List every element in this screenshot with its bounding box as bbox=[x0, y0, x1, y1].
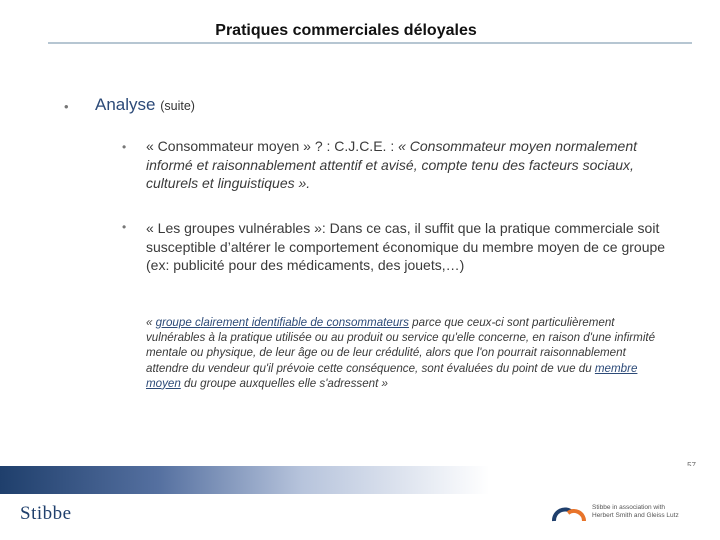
slide-title: Pratiques commerciales déloyales bbox=[215, 22, 477, 39]
partner-logo-icon bbox=[551, 505, 587, 523]
consumer-definition-paragraph bbox=[146, 137, 666, 193]
title-divider bbox=[48, 42, 692, 44]
main-bullet: • bbox=[64, 99, 69, 114]
sub-bullet-1: • bbox=[122, 140, 127, 154]
footer-gradient-band bbox=[0, 466, 720, 494]
vulnerable-groups-paragraph: « Les groupes vulnérables »: Dans ce cas, il suffit que la pratique commerciale soit susceptible d’altérer le comportement économique du membre moyen de ce groupe (ex: publicité pour des médicaments, des jouets,…) bbox=[146, 220, 666, 273]
consumer-definition-lead: « Consommateur moyen » ? : C.J.C.E. : bbox=[146, 138, 399, 154]
partner-line-2: Herbert Smith and Gleiss Lutz bbox=[592, 512, 679, 519]
heading-suffix: (suite) bbox=[160, 99, 195, 113]
heading-text: Analyse bbox=[95, 95, 156, 114]
quote-text-2: du groupe auxquelles elle s'adressent » bbox=[180, 376, 388, 390]
legal-quote-block bbox=[146, 315, 666, 391]
sub-bullet-2: • bbox=[122, 220, 127, 234]
partner-text bbox=[592, 504, 679, 520]
quote-open: « bbox=[146, 316, 156, 329]
quote-underlined-group: groupe clairement identifiable de consommateurs bbox=[155, 316, 409, 329]
partner-line-1: Stibbe in association with bbox=[592, 504, 665, 511]
consumer-definition-quote: « Consommateur moyen normalement informé et raisonnablement attentif et avisé, compte tenu des facteurs sociaux, culturels et linguistiques ». bbox=[146, 138, 637, 191]
quote-text-1: parce que ceux-ci sont particulièrement vulnérables à la pratique utilisée ou au produit ou service qu'elle concerne, en raison d'une infirmité mentale ou physique, de leur âge ou de leur crédulité, alors que l'on pourrait raisonnablement attendre du vendeur qu'il prévoie cette conséquence, sont évaluées du point de vue du bbox=[146, 316, 656, 375]
section-heading bbox=[95, 95, 195, 115]
stibbe-logo: Stibbe bbox=[20, 503, 72, 524]
quote-underlined-member: membre moyen bbox=[146, 361, 638, 390]
